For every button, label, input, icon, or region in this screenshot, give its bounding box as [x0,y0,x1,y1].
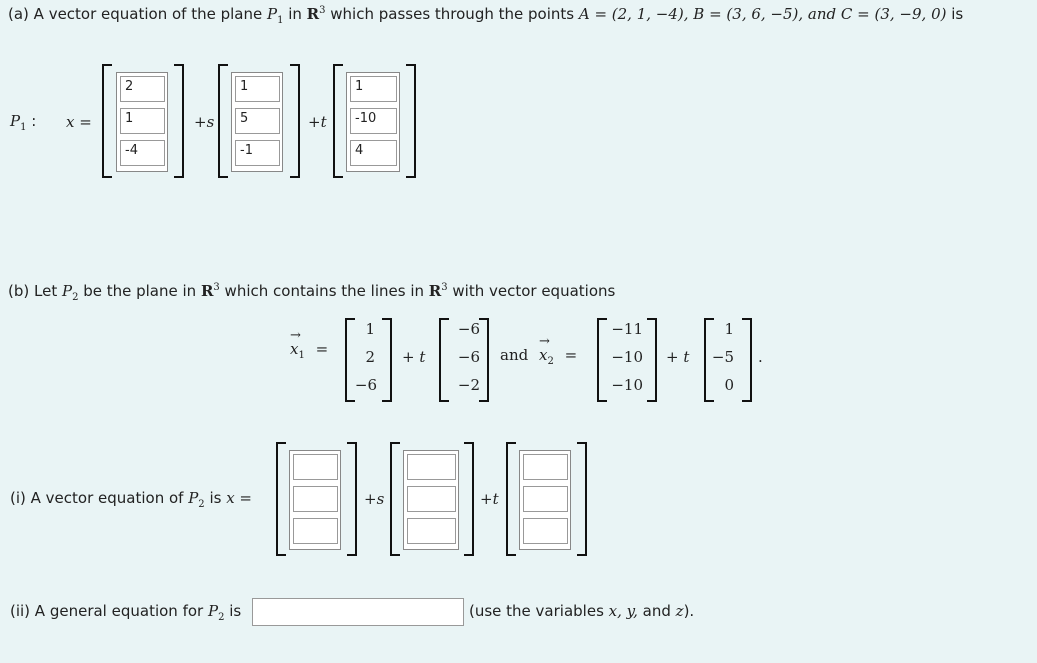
right-bracket [382,318,392,402]
left-bracket [218,64,228,178]
real-space: R [428,282,442,300]
part-ii-prefix: (ii) A general equation for [10,602,208,620]
plus-s: +s [364,490,385,508]
x-vector-equals: x = [226,489,252,507]
right-bracket [174,64,184,178]
x1-symbol: x [290,340,299,358]
part-a-prefix: (a) A vector equation of the plane [8,5,267,23]
vec0-entry-1[interactable]: 2 [120,76,165,102]
left-bracket [390,442,400,556]
p2-subscript: 2 [198,499,205,510]
line2-point-2: −10 [611,348,643,366]
left-bracket [333,64,343,178]
part-b-suffix: with vector equations [447,282,616,300]
p1-colon: : [26,112,37,130]
plus-t: +t [308,113,327,131]
in-text: in [283,5,307,23]
period: . [758,348,763,366]
plus-t: +t [480,490,499,508]
p2-subscript: 2 [218,612,225,623]
left-bracket [102,64,112,178]
vec1-entry-2[interactable]: 5 [235,108,280,134]
p2-subscript: 2 [72,292,79,303]
hint-prefix: (use the variables [469,602,609,620]
answer-vec1-entry-3[interactable] [407,518,456,544]
line2-dir-3: 0 [724,376,734,394]
x2-vector [539,334,550,364]
p2-symbol: P [188,489,199,507]
answer-vec2-entry-3[interactable] [523,518,568,544]
part-ii-mid: is [224,602,242,620]
right-bracket [647,318,657,402]
vec2-entry-1[interactable]: 1 [350,76,397,102]
line2-dir-1: 1 [724,320,734,338]
part-i-mid: is [204,489,227,507]
vec1-entry-3[interactable]: -1 [235,140,280,166]
right-bracket [464,442,474,556]
x2-symbol: x [539,346,548,364]
general-equation-input[interactable] [252,598,464,626]
plane-subscript: 1 [277,15,284,26]
and-x2-label [500,334,578,367]
answer-vec0-entry-3[interactable] [293,518,338,544]
arrow-icon: → [290,328,301,343]
answer-vec2-entry-2[interactable] [523,486,568,512]
right-bracket [406,64,416,178]
part-ii-prompt [10,602,241,623]
p1-label [10,112,36,133]
line2-dir-2: −5 [711,348,734,366]
real-space: R [200,282,214,300]
part-b-mid: be the plane in [78,282,201,300]
right-bracket [347,442,357,556]
part-a-mid: which passes through the points [325,5,579,23]
vec2-entry-3[interactable]: 4 [350,140,397,166]
part-i-prompt [10,489,252,510]
space-superscript: 3 [319,5,326,16]
hint-vars: x, y, [608,602,638,620]
part-ii-hint [469,602,694,620]
line1-point-1: 1 [365,320,375,338]
answer-vec1-entry-1[interactable] [407,454,456,480]
arrow-icon: → [539,334,550,349]
and-text: and [500,346,529,364]
equals-sign: = [315,340,329,358]
vec1-entry-1[interactable]: 1 [235,76,280,102]
right-bracket [479,318,489,402]
right-bracket [290,64,300,178]
x-vector-equals: x = [66,113,92,131]
p2-symbol: P [207,602,219,620]
space-superscript: 3 [213,282,220,293]
x1-vector [290,328,301,358]
p2-symbol: P [61,282,73,300]
part-b-mid2: which contains the lines in [219,282,429,300]
part-b-prefix: (b) Let [8,282,62,300]
hint-suffix: ). [683,602,695,620]
hint-and: and [637,602,676,620]
line1-dir-3: −2 [457,376,480,394]
left-bracket [276,442,286,556]
plus-t: + t [666,348,690,366]
points-list: A = (2, 1, −4), B = (3, 6, −5), and C = (3, −9, 0) [578,5,947,23]
part-b-prompt [8,282,615,303]
answer-vec0-entry-2[interactable] [293,486,338,512]
hint-z: z [675,602,684,620]
p1-subscript: 1 [20,122,27,133]
space-superscript: 3 [441,282,448,293]
line1-dir-1: −6 [457,320,480,338]
line2-point-3: −10 [611,376,643,394]
line2-point-1: −11 [611,320,643,338]
right-bracket [577,442,587,556]
equals-sign: = [564,346,578,364]
answer-vec0-entry-1[interactable] [293,454,338,480]
line1-dir-2: −6 [457,348,480,366]
real-space: R [306,5,320,23]
part-a-prompt [8,5,963,26]
x1-label [290,328,329,361]
vec0-entry-3[interactable]: -4 [120,140,165,166]
x2-subscript: 2 [547,356,554,367]
part-a-suffix: is [946,5,964,23]
line1-point-3: −6 [354,376,377,394]
answer-vec1-entry-2[interactable] [407,486,456,512]
p1-symbol: P [10,112,21,130]
vec0-entry-2[interactable]: 1 [120,108,165,134]
vec2-entry-2[interactable]: -10 [350,108,397,134]
plus-s: +s [194,113,215,131]
right-bracket [742,318,752,402]
left-bracket [506,442,516,556]
line1-point-2: 2 [365,348,375,366]
plane-symbol: P [266,5,278,23]
answer-vec2-entry-1[interactable] [523,454,568,480]
x1-subscript: 1 [298,350,305,361]
part-i-prefix: (i) A vector equation of [10,489,189,507]
plus-t: + t [402,348,426,366]
